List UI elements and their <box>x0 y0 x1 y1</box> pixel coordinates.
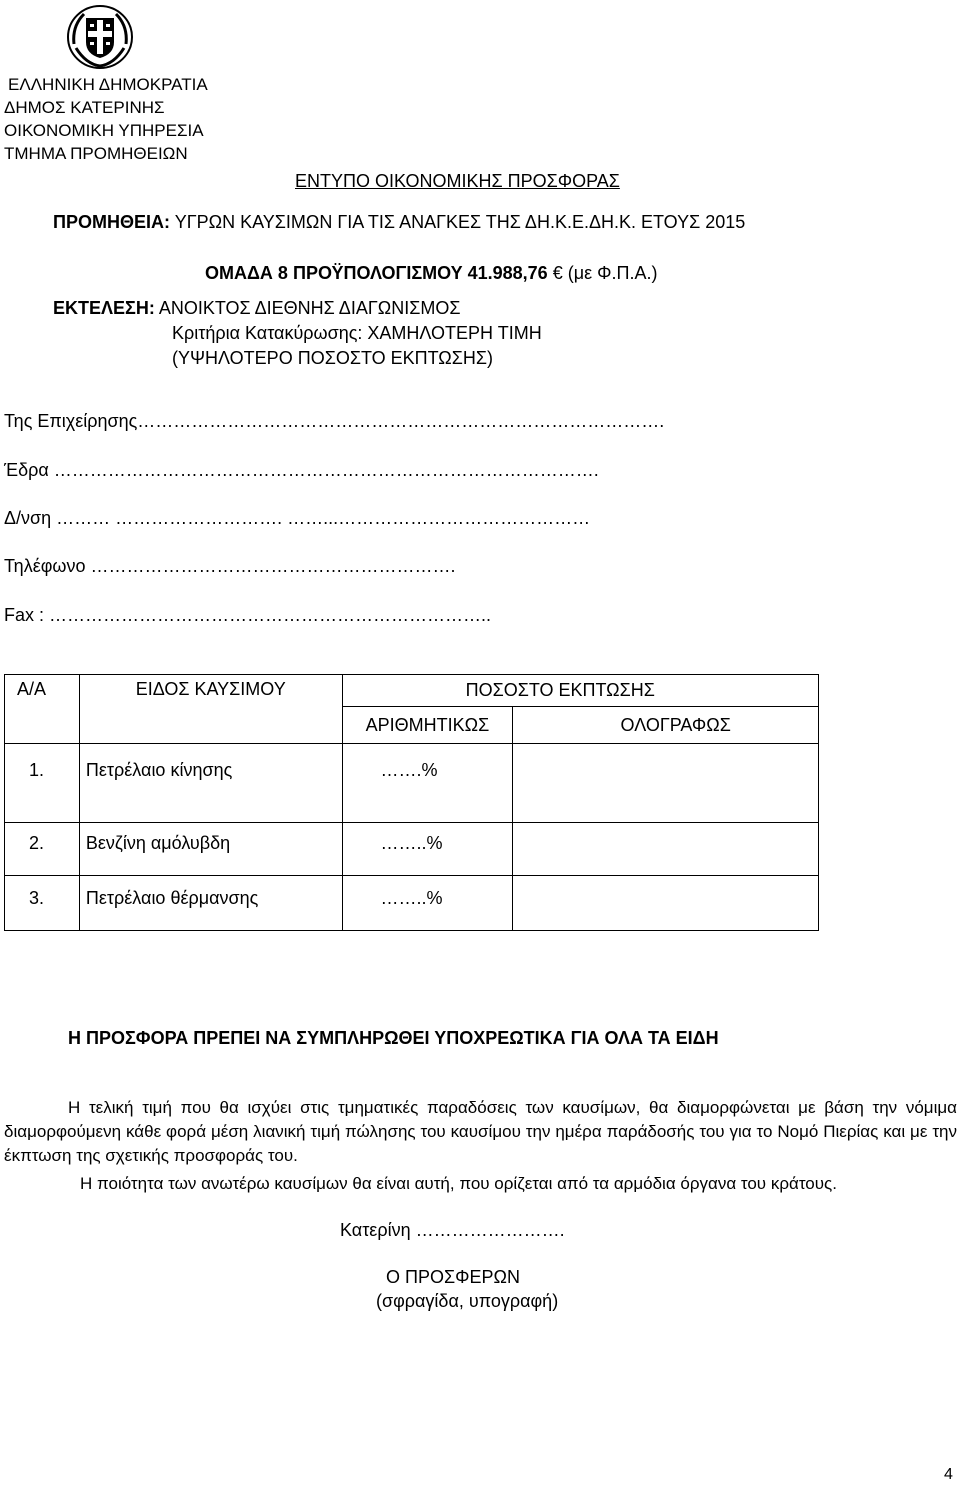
fax-field: Fax : ……………………………………………………………….. <box>4 605 492 625</box>
header-fuel-type: ΕΙΔΟΣ ΚΑΥΣΙΜΟΥ <box>79 675 342 744</box>
award-criteria-detail: (ΥΨΗΛΟΤΕΡΟ ΠΟΣΟΣΤΟ ΕΚΠΤΩΣΗΣ) <box>172 348 494 368</box>
header-words: ΟΛΟΓΡΑΦΩΣ <box>513 707 819 744</box>
table-row <box>5 744 819 823</box>
group-line <box>205 263 657 284</box>
procurement-line <box>53 212 745 233</box>
table-row <box>5 823 819 876</box>
quality-paragraph: Η ποιότητα των ανωτέρω καυσίμων θα είναι αυτή, που ορίζεται από τα αρμόδια όργανα του κράτους. <box>80 1174 837 1193</box>
company-field: Της Επιχείρησης……………………………………………………………………………. <box>4 411 665 431</box>
seat-field: Έδρα ………………………………………………………………………………. <box>4 460 599 480</box>
header-municipality: ΔΗΜΟΣ ΚΑΤΕΡΙΝΗΣ <box>4 98 165 117</box>
header-department: ΤΜΗΜΑ ΠΡΟΜΗΘΕΙΩΝ <box>4 144 188 163</box>
row-words-cell <box>513 744 819 823</box>
row-discount: ……..% <box>342 823 513 876</box>
group-vat: € (με Φ.Π.Α.) <box>552 263 658 283</box>
place-field: Κατερίνη ……………………. <box>340 1220 565 1240</box>
page-title: ΕΝΤΥΠΟ ΟΙΚΟΝΟΜΙΚΗΣ ΠΡΟΣΦΟΡΑΣ <box>295 171 620 191</box>
fuel-discount-table <box>4 674 819 931</box>
execution-value: ΑΝΟΙΚΤΟΣ ΔΙΕΘΝΗΣ ΔΙΑΓΩΝΙΣΜΟΣ <box>158 298 461 318</box>
header-aa: Α/Α <box>5 675 80 744</box>
row-number: 1. <box>5 744 80 823</box>
phone-field: Τηλέφωνο ……………………………………………………. <box>4 556 456 576</box>
header-numeric: ΑΡΙΘΜΗΤΙΚΩΣ <box>342 707 513 744</box>
execution-line <box>53 298 460 319</box>
mandatory-notice: Η ΠΡΟΣΦΟΡΑ ΠΡΕΠΕΙ ΝΑ ΣΥΜΠΛΗΡΩΘΕΙ ΥΠΟΧΡΕΩΤΙΚΑ ΓΙΑ ΟΛΑ ΤΑ ΕΙΔΗ <box>68 1028 719 1048</box>
header-discount: ΠΟΣΟΣΤΟ ΕΚΠΤΩΣΗΣ <box>342 675 819 707</box>
page-number: 4 <box>944 1466 953 1483</box>
row-fuel-name: Βενζίνη αμόλυβδη <box>79 823 342 876</box>
execution-label: ΕΚΤΕΛΕΣΗ: <box>53 298 155 318</box>
header-service: ΟΙΚΟΝΟΜΙΚΗ ΥΠΗΡΕΣΙΑ <box>4 121 204 140</box>
table-row <box>5 876 819 931</box>
row-discount: ……..% <box>342 876 513 931</box>
offerer-note: (σφραγίδα, υπογραφή) <box>376 1291 559 1311</box>
row-number: 3. <box>5 876 80 931</box>
row-words-cell <box>513 823 819 876</box>
header-country: ΕΛΛΗΝΙΚΗ ΔΗΜΟΚΡΑΤΙΑ <box>8 75 208 94</box>
procurement-label: ΠΡΟΜΗΘΕΙΑ: <box>53 212 170 232</box>
offerer-label: Ο ΠΡΟΣΦΕΡΩΝ <box>386 1267 520 1287</box>
address-field: Δ/νση ……… ………………………. ……...…………………………………… <box>4 508 591 528</box>
price-paragraph: Η τελική τιμή που θα ισχύει στις τμηματικές παραδόσεις των καυσίμων, θα διαμορφώνεται με βάση την νόμιμα διαμορφούμενη κάθε φορά μέση λιανική τιμή πώλησης του καυσίμου την ημέρα παράδοσής του για το Νομό Πιερίας και με την έκπτωση της σχετικής προσφοράς του. <box>4 1098 957 1165</box>
procurement-value: ΥΓΡΩΝ ΚΑΥΣΙΜΩΝ ΓΙΑ ΤΙΣ ΑΝΑΓΚΕΣ ΤΗΣ ΔΗ.Κ.Ε.ΔΗ.Κ. ΕΤΟΥΣ 2015 <box>174 212 746 232</box>
row-discount: …….% <box>342 744 513 823</box>
award-criteria: Κριτήρια Κατακύρωσης: ΧΑΜΗΛΟΤΕΡΗ ΤΙΜΗ <box>172 323 542 343</box>
group-budget: ΟΜΑΔΑ 8 ΠΡΟΫΠΟΛΟΓΙΣΜΟΥ 41.988,76 <box>205 263 548 283</box>
row-fuel-name: Πετρέλαιο θέρμανσης <box>79 876 342 931</box>
row-words-cell <box>513 876 819 931</box>
row-number: 2. <box>5 823 80 876</box>
row-fuel-name: Πετρέλαιο κίνησης <box>79 744 342 823</box>
greek-emblem-icon <box>66 4 134 70</box>
